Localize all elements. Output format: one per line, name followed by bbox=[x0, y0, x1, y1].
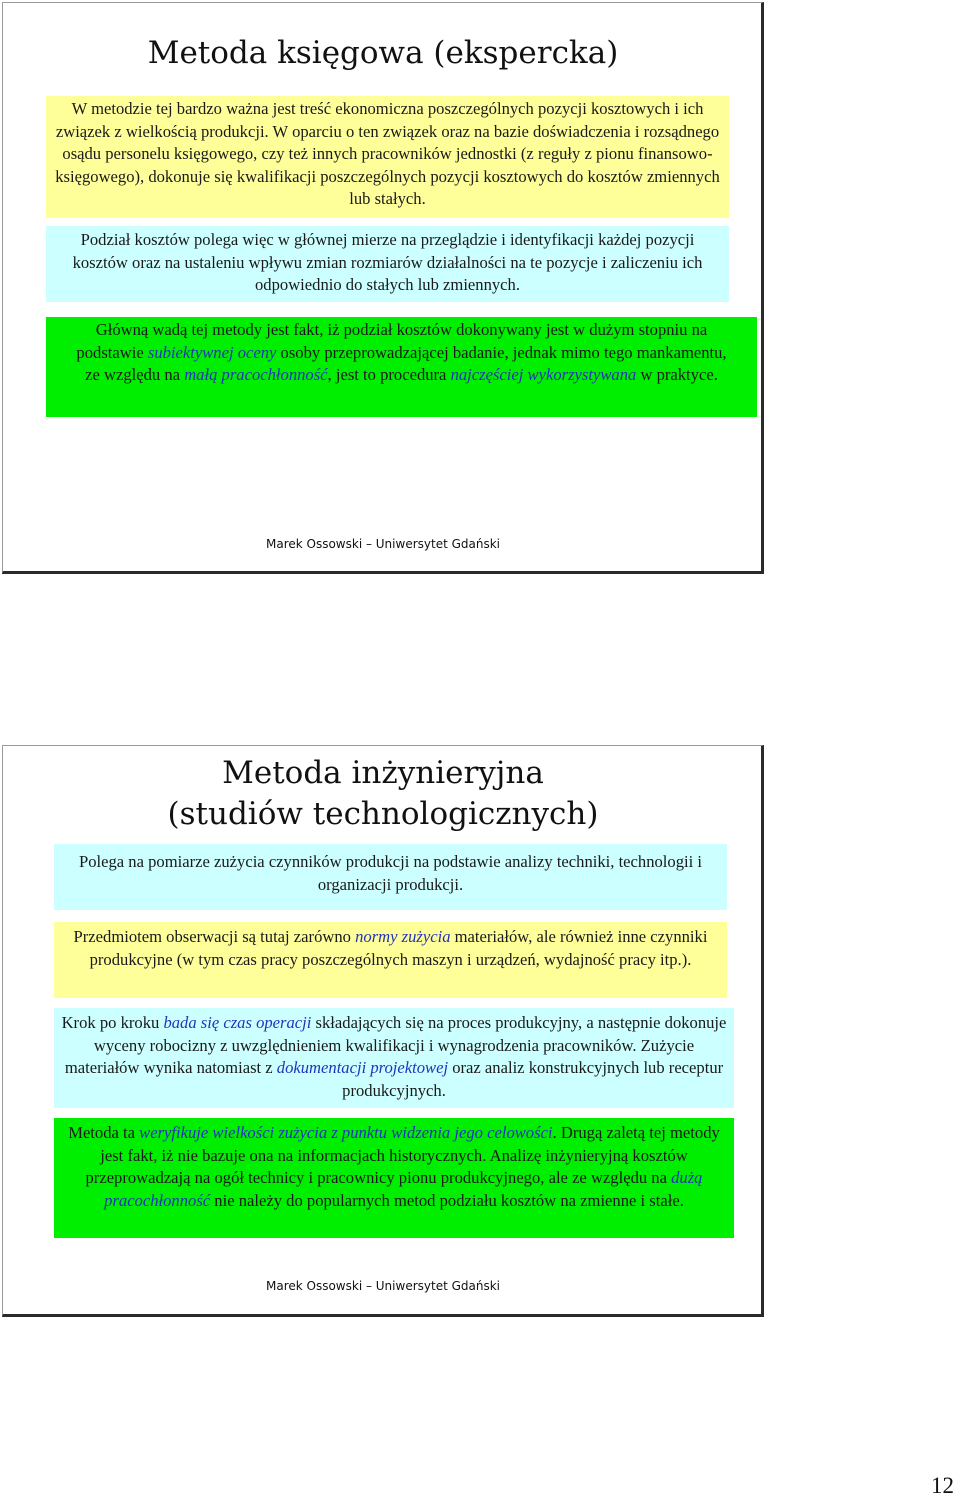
slide-2-title-line-2: (studiów technologicznych) bbox=[167, 796, 599, 832]
slide-2-box-verification-text: Metoda ta weryfikuje wielkości zużycia z punktu widzenia jego celowości. Drugą zaletą tej metody jest fakt, iż nie bazuje ona na informacjach historycznych. Analizę inżynieryjną kosztów przeprowadzają na ogół technicy i pracownicy pionu produkcyjnego, ale ze względu na dużą pracochłonność nie należy do popularnych metod podziału kosztów na zmienne i stałe. bbox=[68, 1123, 720, 1210]
slide-2-box-definition bbox=[54, 844, 727, 910]
slide-1-box-division bbox=[46, 226, 729, 302]
emphasis-verifies: weryfikuje wielkości zużycia z punktu widzenia jego celowości bbox=[139, 1123, 553, 1142]
emphasis-subjective: subiektywnej oceny bbox=[147, 342, 277, 362]
slide-2 bbox=[2, 745, 764, 1317]
emphasis-high-effort: dużą pracochłonność bbox=[104, 1168, 703, 1210]
slide-2-box-verification bbox=[54, 1118, 734, 1238]
emphasis-operation-time: bada się czas operacji bbox=[163, 1013, 312, 1032]
slide-1-box-drawback bbox=[46, 317, 757, 417]
slide-2-title-line-1: Metoda inżynieryjna bbox=[222, 755, 544, 791]
emphasis-low-effort: małą pracochłonność bbox=[184, 365, 328, 385]
slide-2-box-object bbox=[54, 922, 727, 998]
slide-2-box-steps-text: Krok po kroku bada się czas operacji składających się na proces produkcyjny, a następnie dokonuje wyceny robocizny z uwzględnieniem kwalifikacji i wynagrodzenia pracowników. Zużycie materiałów wynika natomiast z dokumentacji projektowej oraz analiz konstrukcyjnych lub receptur produkcyjnych. bbox=[61, 1013, 727, 1100]
emphasis-norms: normy zużycia bbox=[355, 927, 451, 946]
emphasis-design-docs: dokumentacji projektowej bbox=[276, 1058, 449, 1078]
slide-1-box-intro-text: W metodzie tej bardzo ważna jest treść ekonomiczna poszczególnych pozycji kosztowych i ich związek z wielkością produkcji. W oparciu o ten związek oraz na bazie doświadczenia i rozsądnego osądu personelu księgowego, czy też innych pracowników jednostki (z reguły z pionu finansowo-księgowego), dokonuje się kwalifikacji poszczególnych pozycji kosztowych do kosztów zmiennych lub stałych. bbox=[55, 99, 720, 209]
slide-2-box-object-text: Przedmiotem obserwacji są tutaj zarówno normy zużycia materiałów, ale również inne czynniki produkcyjne (w tym czas pracy poszczególnych maszyn i urządzeń, wydajność pracy itp.). bbox=[73, 927, 708, 969]
slide-1-footer: Marek Ossowski – Uniwersytet Gdański bbox=[265, 537, 501, 551]
slide-1-box-division-text: Podział kosztów polega więc w głównej mierze na przeglądzie i identyfikacji każdej pozycji kosztów oraz na ustaleniu wpływu zmian rozmiarów działalności na te pozycje i zaliczeniu ich odpowiednio do stałych lub zmiennych. bbox=[72, 230, 703, 295]
slide-2-box-definition-text: Polega na pomiarze zużycia czynników produkcji na podstawie analizy techniki, technologii i organizacji produkcji. bbox=[79, 852, 702, 894]
slide-1 bbox=[2, 2, 764, 574]
slide-1-box-intro bbox=[46, 96, 729, 218]
slide-2-footer: Marek Ossowski – Uniwersytet Gdański bbox=[265, 1279, 501, 1293]
slide-1-title: Metoda księgowa (ekspercka) bbox=[147, 35, 619, 71]
slide-2-box-steps bbox=[54, 1008, 734, 1108]
emphasis-most-used: najczęściej wykorzystywana bbox=[450, 365, 637, 385]
page-number: 12 bbox=[931, 1473, 954, 1498]
slide-1-box-drawback-text: Główną wadą tej metody jest fakt, iż podział kosztów dokonywany jest w dużym stopniu na podstawie subiektywnej oceny osoby przeprowadzającej badanie, jednak mimo tego mankamentu, ze względu na małą pracochłonność, jest to procedura najczęściej wykorzystywana w praktyce. bbox=[76, 320, 727, 385]
